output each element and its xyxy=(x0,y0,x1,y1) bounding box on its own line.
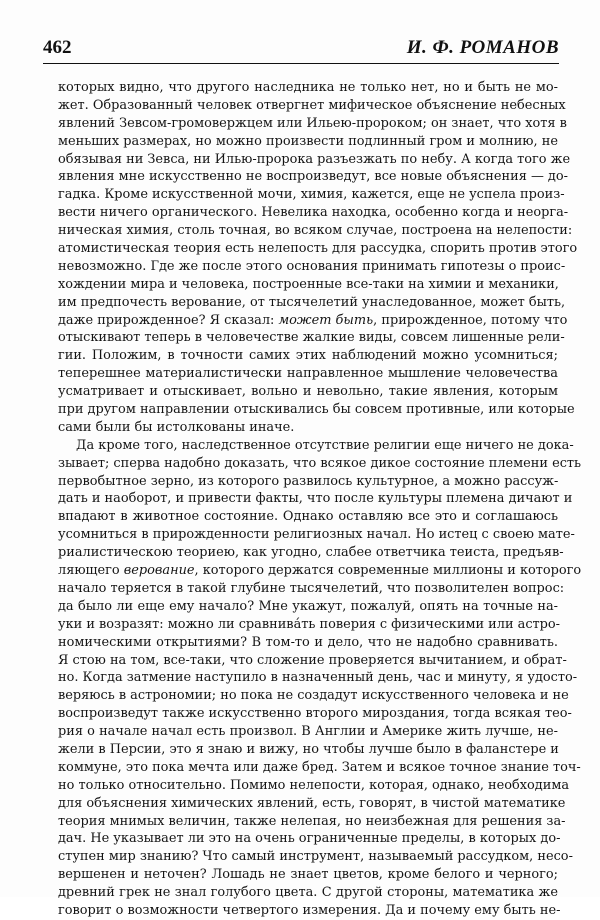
text-line: явлений Зевсом-громовержцем или Ильею-пророком; он знает, что хотя в xyxy=(58,115,567,131)
text-line: ступен мир знанию? Что самый инструмент, называемый рассудком, несо- xyxy=(58,849,573,865)
text-line: теория мнимых величин, также нелепая, но неизбежная для решения за- xyxy=(58,813,566,829)
paragraph xyxy=(58,437,582,920)
emphasis-text: может быть xyxy=(278,312,374,328)
text-line: ническая химия, столь точная, во всяком случае, построена на нелепости: xyxy=(58,223,573,239)
text-fragment: ляющего xyxy=(58,563,124,579)
text-line: отыскивают теперь в человечестве жалкие виды, совсем лишенные рели- xyxy=(58,330,565,346)
text-line: веряюсь в астрономии; но пока не создадут искусственного человека и не xyxy=(58,688,569,704)
text-line: меньших размерах, но можно произвести подлинный гром и молнию, не xyxy=(58,133,558,149)
text-line: древний грек не знал голубого цвета. С другой стороны, математика же xyxy=(58,885,558,901)
text-line: воспроизведут также искусственно второго мироздания, тогда всякая тео- xyxy=(58,706,572,722)
text-line: номическими открытиями? В том-то и дело, что не надобно сравнивать. xyxy=(58,634,558,650)
text-line: говорит о возможности четвертого измерения. Да и почему ему быть не- xyxy=(58,902,561,918)
text-line: вести ничего органического. Невелика находка, особенно когда и неорга- xyxy=(58,205,569,221)
page-number: 462 xyxy=(43,37,72,58)
page-header xyxy=(43,37,559,64)
text-fragment: , которого держатся современные миллионы и которого xyxy=(194,563,582,579)
body-text xyxy=(58,79,582,920)
text-line: рия о начале начал есть произвол. В Англии и Америке жить лучше, не- xyxy=(58,724,558,740)
text-line: атомистическая теория есть нелепость для рассудка, спорить против этого xyxy=(58,241,578,257)
text-line: невозможно. Где же после этого основания принимать гипотезы о проис- xyxy=(58,258,566,274)
text-line: жет. Образованный человек отвергнет мифическое объяснение небесных xyxy=(58,97,566,113)
text-line xyxy=(58,562,582,580)
emphasis-text: верование xyxy=(123,563,195,579)
text-line: вершенен и неточен? Лошадь не знает цветов, кроме белого и черного; xyxy=(58,867,558,883)
text-line: хождении мира и человека, построенные все-таки на химии и механики, xyxy=(58,276,559,292)
text-line: первобытное зерно, из которого развилось культурное, а можно рассуж- xyxy=(58,473,559,489)
text-line: дач. Не указывает ли это на очень ограниченные пределы, в которых до- xyxy=(58,831,561,847)
running-head: И. Ф. РОМАНОВ xyxy=(406,37,559,58)
text-line: дать и наоборот, и привести факты, что после культуры племена дичают и xyxy=(58,491,573,507)
text-line: усомниться в прирожденности религиозных начал. Но истец с своею мате- xyxy=(58,527,575,543)
text-line: усматривает и отыскивает, вольно и невольно, такие явления, которым xyxy=(58,384,558,400)
text-line: гии. Положим, в точности самих этих наблюдений можно усомниться; xyxy=(58,348,558,364)
text-line: зывает; сперва надобно доказать, что всякое дикое состояние племени есть xyxy=(58,455,582,471)
text-line: для объяснения химических явлений, есть, говорят, в чистой математике xyxy=(58,795,566,811)
text-line: сами были бы истолкованы иначе. xyxy=(58,419,295,435)
text-fragment: даже прирожденное? Я сказал: xyxy=(58,312,279,328)
text-line: коммуне, это пока мечта или даже бред. Затем и всякое точное знание точ- xyxy=(58,759,581,775)
text-line xyxy=(58,312,568,330)
text-line: начало теряется в такой глубине тысячелетий, что позволителен вопрос: xyxy=(58,580,565,596)
text-line: впадают в животное состояние. Однако оставляю все это и соглашаюсь xyxy=(58,509,558,525)
text-line: им предпочесть верование, от тысячелетий унаследованное, может быть, xyxy=(58,294,566,310)
text-line: но. Когда затмение наступило в назначенный день, час и минуту, я удосто- xyxy=(58,670,578,686)
text-line: явления мне искусственно не воспроизведут, все новые объяснения — до- xyxy=(58,169,568,185)
text-line: теперешнее материалистически направленное мышление человечества xyxy=(58,366,558,382)
text-line: уки и возразят: можно ли сравнива́ть поверия с физическими или астро- xyxy=(58,616,561,632)
text-line: при другом направлении отыскивались бы совсем противные, или которые xyxy=(58,402,575,418)
text-line: Я стою на том, все-таки, что сложение проверяется вычитанием, и обрат- xyxy=(58,652,567,668)
text-line: гадка. Кроме искусственной мочи, химия, кажется, еще не успела произ- xyxy=(58,187,565,203)
text-line: которых видно, что другого наследника не только нет, но и быть не мо- xyxy=(58,80,558,95)
text-fragment: , прирожденное, потому что xyxy=(373,312,568,328)
text-line: жели в Персии, это я знаю и вижу, но чтобы лучше было в фаланстере и xyxy=(58,741,559,757)
paragraph xyxy=(58,79,578,437)
text-line: обязывая ни Зевса, ни Илью-пророка разъезжать по небу. А когда того же xyxy=(58,151,571,167)
text-line: риалистическою теориею, как угодно, слабее ответчика теиста, предъяв- xyxy=(58,545,564,561)
text-line: да было ли еще ему начало? Мне укажут, пожалуй, опять на точные на- xyxy=(58,598,558,614)
text-line: но только относительно. Помимо нелепости, которая, однако, необходима xyxy=(58,777,570,793)
text-line: Да кроме того, наследственное отсутствие религии еще ничего не дока- xyxy=(76,437,574,453)
